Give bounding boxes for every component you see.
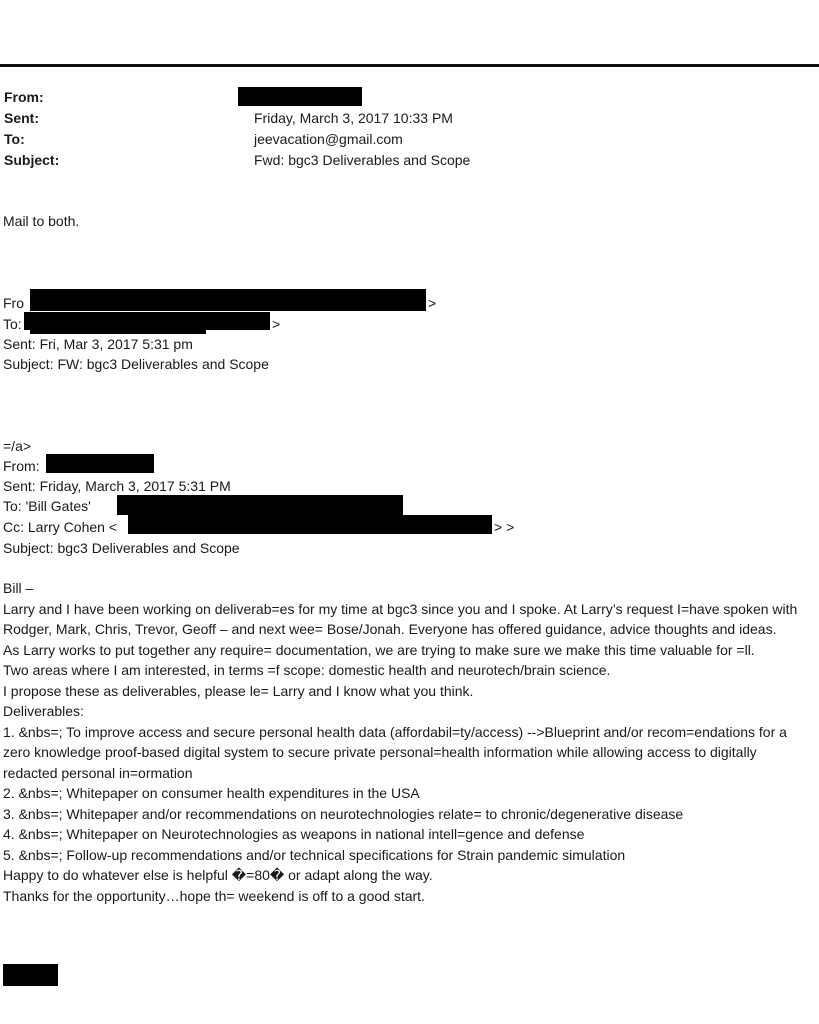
to-label: To:: [4, 131, 25, 147]
top-rule: [0, 64, 819, 67]
fwd1-from-prefix: Fro: [3, 295, 24, 311]
redaction-fwd2-to: [117, 495, 403, 515]
deliverable-item: 4. &nbs=; Whitepaper on Neurotechnologies as weapons in national intell=gence and defense: [3, 826, 585, 842]
fwd1-from-close: >: [428, 295, 437, 311]
redaction-fwd2-cc: [128, 515, 492, 534]
fwd1-subject: Subject: FW: bgc3 Deliverables and Scope: [3, 356, 269, 372]
body-closing: Thanks for the opportunity…hope th= weekend is off to a good start.: [3, 887, 425, 904]
subject-value: Fwd: bgc3 Deliverables and Scope: [254, 152, 471, 168]
body-paragraph: I propose these as deliverables, please le= Larry and I know what you think.: [3, 682, 474, 699]
fwd2-subject: Subject: bgc3 Deliverables and Scope: [3, 540, 240, 556]
fwd1-sent: Sent: Fri, Mar 3, 2017 5:31 pm: [3, 336, 193, 352]
from-label: From:: [4, 89, 44, 105]
redaction-fwd2-from: [46, 454, 154, 473]
subject-label: Subject:: [4, 152, 60, 168]
fwd2-anchor: =/a>: [3, 438, 32, 454]
sent-label: Sent:: [4, 110, 39, 126]
deliverable-item: 3. &nbs=; Whitepaper and/or recommendations on neurotechnologies relate= to chronic/degenerative disease: [3, 805, 684, 822]
fwd1-to-prefix: To:: [3, 316, 22, 332]
to-value: jeevacation@gmail.com: [254, 131, 403, 147]
note-text: Mail to both.: [3, 213, 80, 229]
body-paragraph: Two areas where I am interested, in terms =f scope: domestic health and neurotech/brain science.: [3, 662, 611, 678]
fwd2-from: From:: [3, 458, 40, 474]
body-greeting: Bill –: [3, 580, 34, 596]
deliverable-item: 1. &nbs=; To improve access and secure personal health data (affordabil=ty/access) -->Blueprint and/or recom=endations for a zero knowledge proof-based digital system to secure private personal=health information while allowing access to digitally redacted personal in=ormation: [3, 723, 787, 781]
redaction-fwd1-from: [30, 289, 426, 311]
deliverables-heading: Deliverables:: [3, 703, 84, 719]
fwd2-sent: Sent: Friday, March 3, 2017 5:31 PM: [3, 478, 231, 494]
body-paragraph: As Larry works to put together any require= documentation, we are trying to make sure we make this time valuable for =ll.: [3, 641, 755, 658]
body-paragraph: Larry and I have been working on deliverab=es for my time at bgc3 since you and I spoke. At Larry’s request I=have spoken with Rodger, Mark, Chris, Trevor, Geoff – and next wee= Bose/Jonah. Everyone has offered guidance, advice thoughts and ideas.: [3, 600, 798, 637]
fwd2-cc: Cc: Larry Cohen <: [3, 519, 117, 535]
message-body: [3, 578, 815, 906]
redaction-from: [238, 87, 362, 106]
deliverable-item: 5. &nbs=; Follow-up recommendations and/or technical specifications for Strain pandemic simulation: [3, 846, 626, 863]
fwd2-cc-close: > >: [494, 519, 515, 535]
redaction-fwd1-to-b: [30, 327, 206, 334]
redaction-signature: [3, 964, 58, 986]
sent-value: Friday, March 3, 2017 10:33 PM: [254, 110, 453, 126]
deliverable-item: 2. &nbs=; Whitepaper on consumer health expenditures in the USA: [3, 785, 420, 801]
fwd2-to: To: 'Bill Gates': [3, 498, 91, 514]
body-paragraph: Happy to do whatever else is helpful �=80� or adapt along the way.: [3, 867, 433, 883]
fwd1-to-close: >: [272, 316, 281, 332]
